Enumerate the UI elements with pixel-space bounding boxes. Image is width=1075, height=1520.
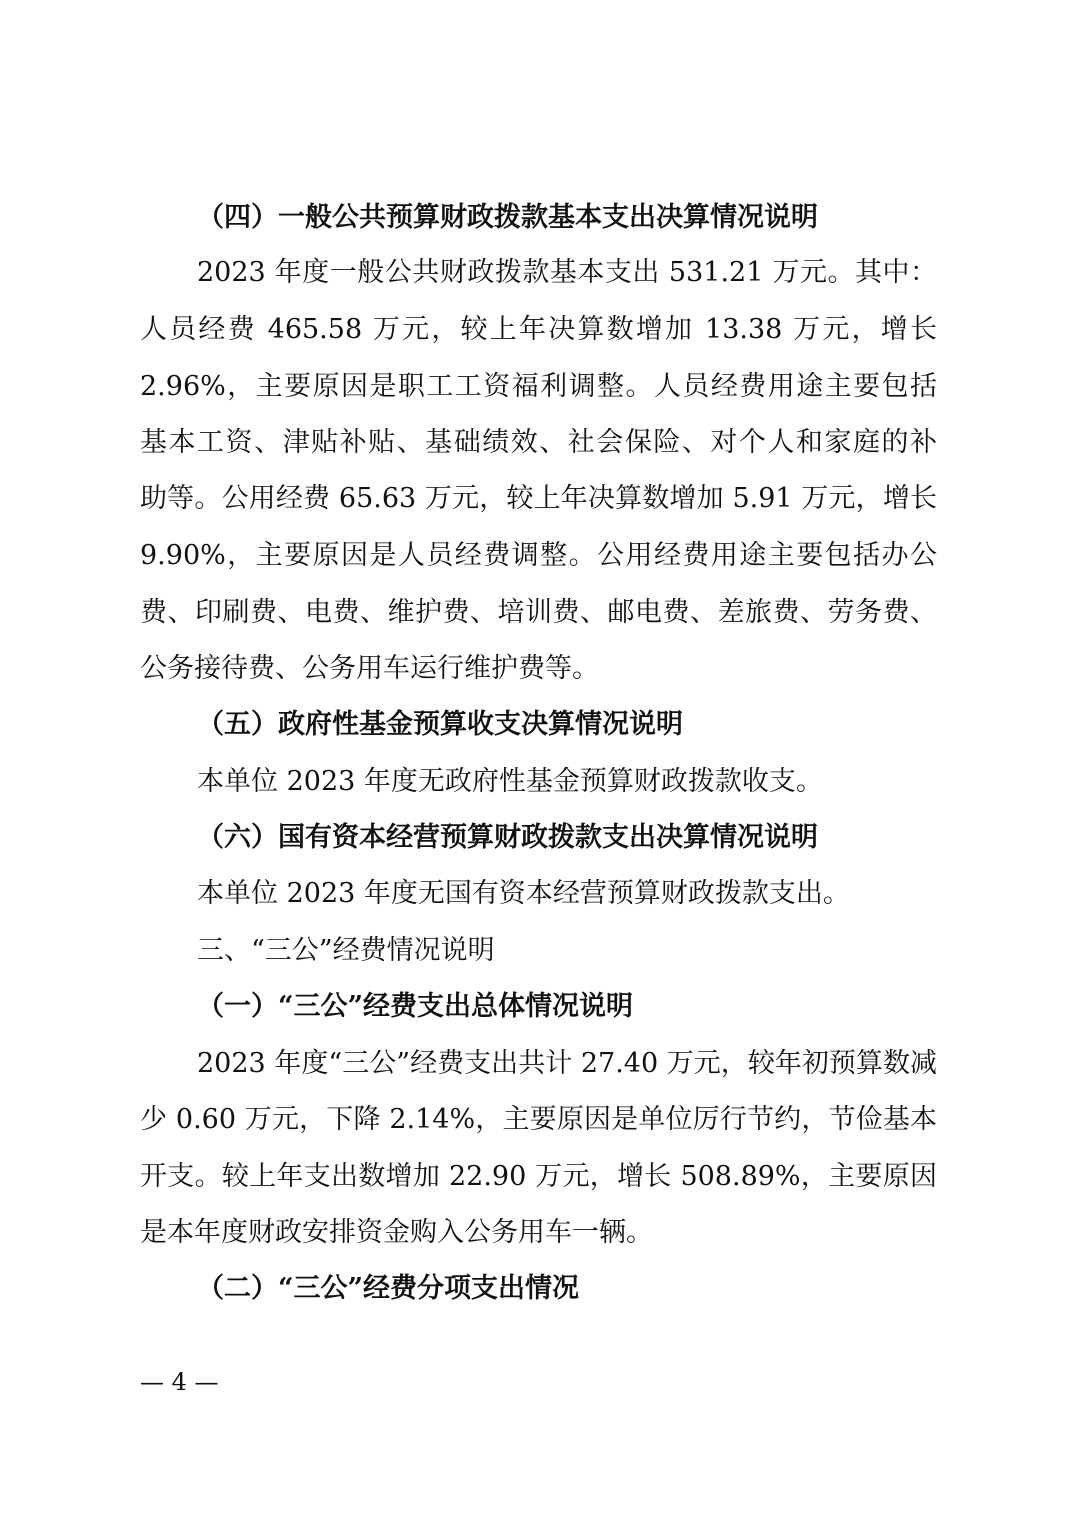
chapter-title: 三、“三公”经费情况说明 [197, 935, 495, 966]
paragraph-line: 本单位 2023 年度无国有资本经营预算财政拨款支出。 [197, 878, 850, 909]
section-heading-6: （六）国有资本经营预算财政拨款支出决算情况说明 [197, 822, 818, 853]
paragraph-line: 少 0.60 万元，下降 2.14%，主要原因是单位厉行节约，节俭基本 [140, 1104, 937, 1135]
page-number: — 4 — [140, 1368, 219, 1396]
paragraph-line: 开支。较上年支出数增加 22.90 万元，增长 508.89%，主要原因 [140, 1161, 937, 1192]
paragraph-line: 费、印刷费、电费、维护费、培训费、邮电费、差旅费、劳务费、 [140, 597, 937, 628]
paragraph-line: 2.96%，主要原因是职工工资福利调整。人员经费用途主要包括 [140, 371, 937, 402]
paragraph-line: 公务接待费、公务用车运行维护费等。 [140, 653, 599, 684]
paragraph-line: 助等。公用经费 65.63 万元，较上年决算数增加 5.91 万元，增长 [140, 483, 937, 514]
section-heading-2: （二）“三公”经费分项支出情况 [197, 1273, 580, 1304]
paragraph-line: 人员经费 465.58 万元，较上年决算数增加 13.38 万元，增长 [140, 314, 937, 345]
section-heading-1: （一）“三公”经费支出总体情况说明 [197, 991, 634, 1022]
section-heading-5: （五）政府性基金预算收支决算情况说明 [197, 709, 683, 740]
paragraph-line: 2023 年度“三公”经费支出共计 27.40 万元，较年初预算数减 [197, 1048, 937, 1079]
paragraph-line: 是本年度财政安排资金购入公务用车一辆。 [140, 1217, 653, 1248]
section-heading-4: （四）一般公共预算财政拨款基本支出决算情况说明 [197, 202, 818, 233]
paragraph-line: 2023 年度一般公共财政拨款基本支出 531.21 万元。其中： [197, 257, 937, 288]
paragraph-line: 本单位 2023 年度无政府性基金预算财政拨款收支。 [197, 766, 823, 797]
paragraph-line: 9.90%，主要原因是人员经费调整。公用经费用途主要包括办公 [140, 540, 937, 571]
paragraph-line: 基本工资、津贴补贴、基础绩效、社会保险、对个人和家庭的补 [140, 427, 937, 458]
